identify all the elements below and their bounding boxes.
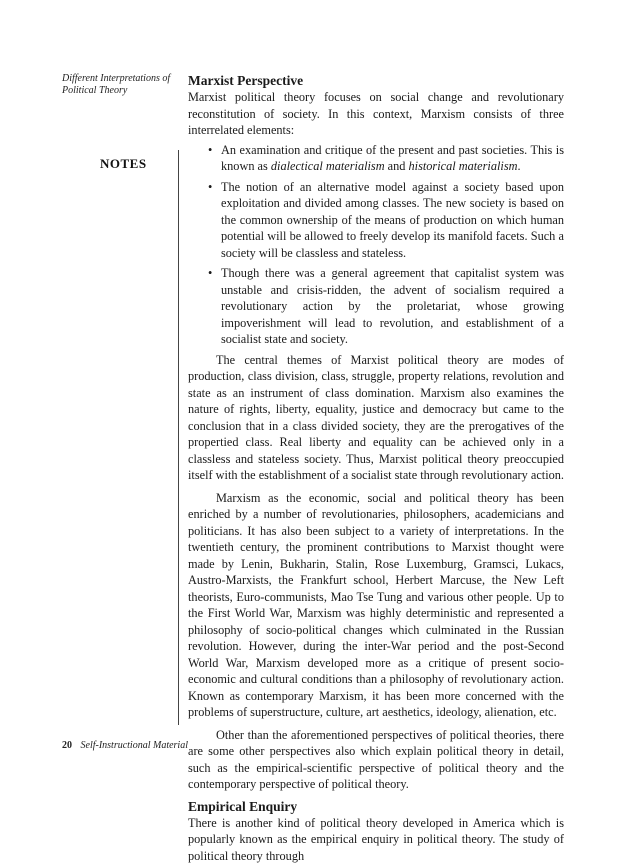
page-number: 20	[62, 740, 72, 751]
paragraph-central-themes: The central themes of Marxist political theory are modes of production, class division, class, struggle, property relations, revolution and state as an instrument of class domination. Marxism also examines the nature of rights, liberty, equality, justice and democracy but came to the conclusion that in a class divided society, they are the prerogatives of the propertied class. Real liberty and equality can be achieved only in a classless and stateless society. Thus, Marxist political theory preoccupied itself with the establishment of a socialist state through revolutionary action.	[188, 352, 564, 484]
margin-divider	[178, 150, 179, 725]
emphasis-term: dialectical materialism	[271, 159, 385, 173]
bullet-text: An examination and critique of the present and past societies. This is known as	[221, 143, 564, 174]
bullet-list	[188, 142, 564, 348]
page-footer	[62, 740, 188, 751]
notes-margin-label: NOTES	[100, 156, 147, 172]
paragraph-intro: Marxist political theory focuses on social change and revolutionary reconstitution of society. In this context, Marxism consists of three interrelated elements:	[188, 89, 564, 139]
bullet-item	[188, 142, 564, 175]
footer-label: Self-Instructional Material	[81, 740, 189, 751]
bullet-text: Though there was a general agreement that capitalist system was unstable and crisis-ridden, the advent of socialism required a revolutionary action by the proletariat, whose growing impoverishment will lead to revolution, and establishment of a socialist state and society.	[221, 266, 564, 346]
section-heading-marxist: Marxist Perspective	[188, 73, 564, 89]
paragraph-enrichment: Marxism as the economic, social and political theory has been enriched by a number of revolutionaries, philosophers, academicians and politicians. It has also been subject to a variety of interpretations. In the twentieth century, the prominent contributions to Marxist thought were made by Lenin, Bukharin, Stalin, Rose Luxemburg, Gramsci, Lukacs, Austro-Marxists, the Frankfurt school, Herbert Marcuse, the New Left theorists, Euro-communists, Mao Tse Tung and various other people. Up to the First World War, Marxism was highly deterministic and represented a philosophy of socio-political changes which culminated in the Russian revolution. However, during the inter-War period and the post-Second World War, Marxism developed more as a critique of present socio-economic and cultural conditions than a philosophy of revolutionary action. Known as contemporary Marxism, it has been more concerned with the problems of superstructure, culture, art aesthetics, ideology, alienation, etc.	[188, 490, 564, 721]
bullet-icon: •	[208, 142, 212, 159]
section-heading-empirical: Empirical Enquiry	[188, 799, 564, 815]
bullet-text: and	[385, 159, 409, 173]
paragraph-empirical: There is another kind of political theory developed in America which is popularly known as the empirical enquiry in political theory. The study of political theory through	[188, 815, 564, 864]
running-header: Different Interpretations of Political Theory	[62, 73, 177, 97]
main-content	[188, 73, 564, 864]
bullet-item	[188, 179, 564, 262]
bullet-item	[188, 265, 564, 348]
paragraph-other-perspectives: Other than the aforementioned perspectives of political theories, there are some other perspectives also which explain political theory in detail, such as the empirical-scientific perspective of political theory and the contemporary perspective of political theory.	[188, 727, 564, 793]
bullet-icon: •	[208, 179, 212, 196]
bullet-text: The notion of an alternative model against a society based upon exploitation and divided among classes. The new society is based on the common ownership of the means of production on which human potential will be allowed to freely develop its manifold facets. Such a society will be classless and stateless.	[221, 180, 564, 260]
bullet-icon: •	[208, 265, 212, 282]
emphasis-term: historical materialism	[409, 159, 518, 173]
bullet-text: .	[517, 159, 520, 173]
